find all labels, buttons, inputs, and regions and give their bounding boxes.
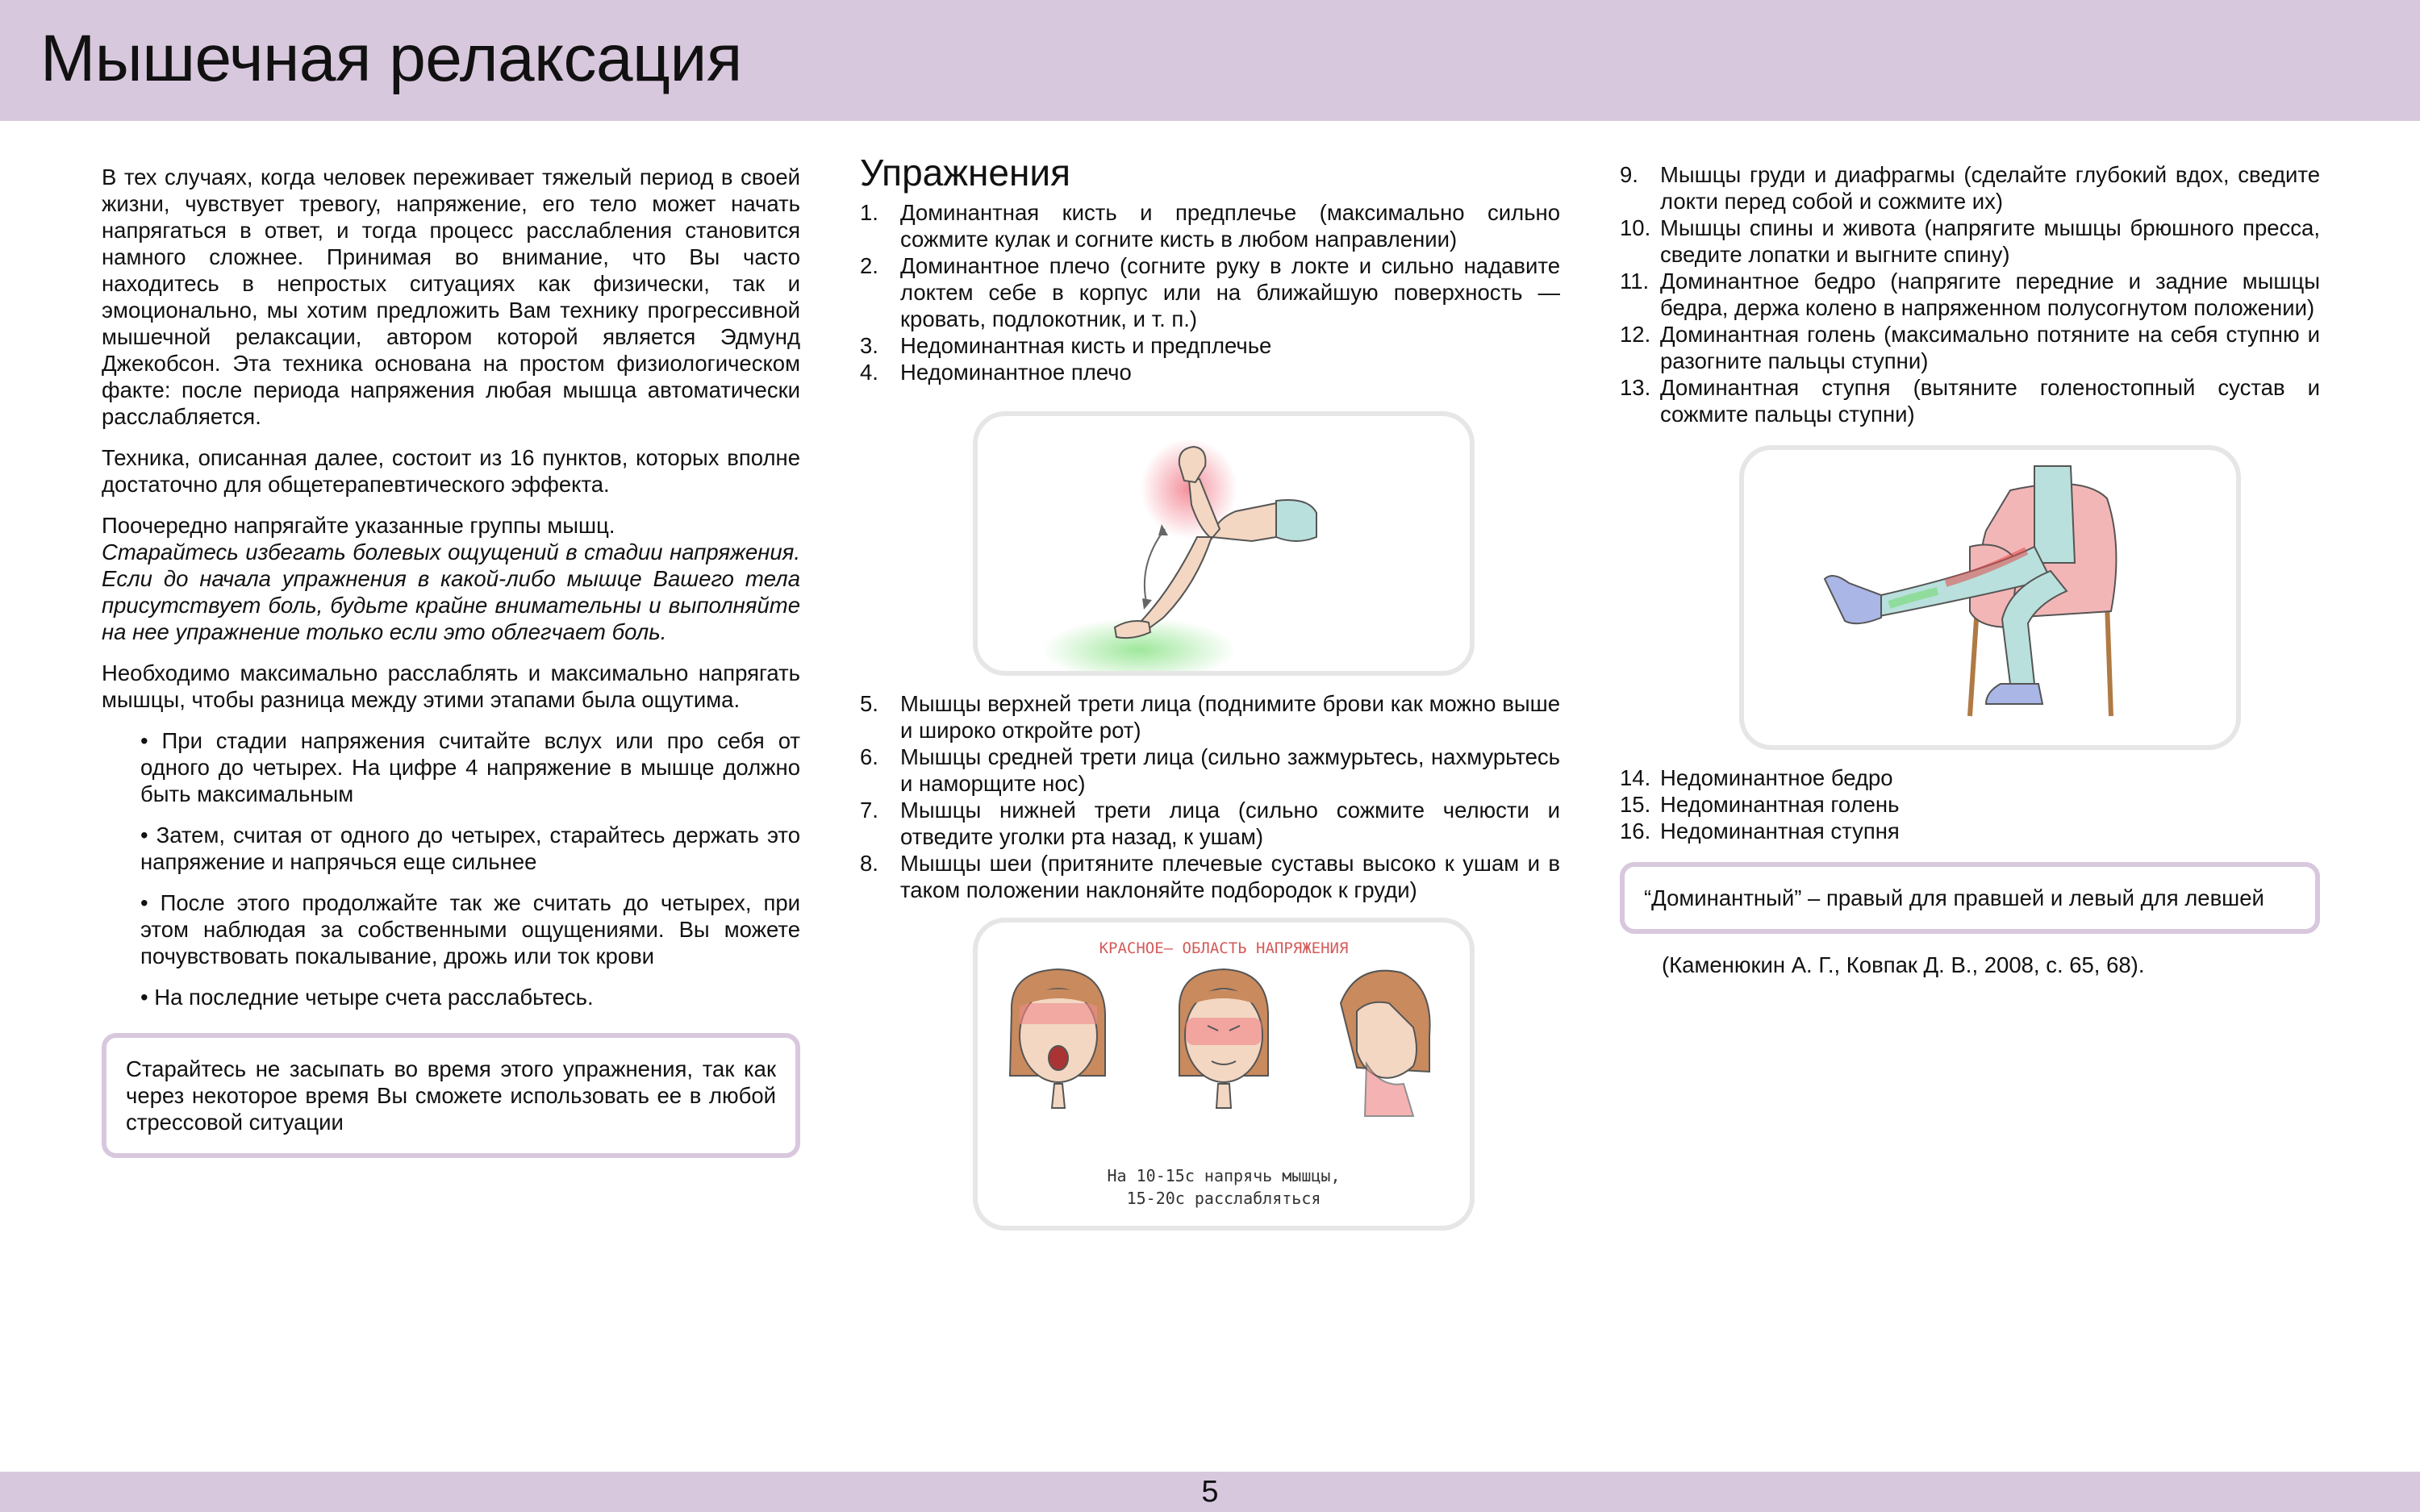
- bullet-item: • Затем, считая от одного до четырех, старайтесь держать это напряжение и напрячься еще сильнее: [140, 823, 800, 874]
- exercise-item: 4. Недоминантное плечо: [860, 360, 1132, 385]
- page-header: [0, 0, 2420, 121]
- sleep-note-box: Старайтесь не засыпать во время этого упражнения, так как через некоторое время Вы сможете использовать ее в любой стрессовой ситуации: [102, 1033, 800, 1158]
- exercise-item: 9. Мышцы груди и диафрагмы (сделайте глубокий вдох, сведите локти перед собой и сожмите их): [1620, 162, 2320, 214]
- citation: (Каменюкин А. Г., Ковпак Д. В., 2008, с. 65, 68).: [1662, 952, 2145, 977]
- page-title: Мышечная релаксация: [40, 22, 742, 95]
- exercise-item: 12. Доминантная голень (максимально потяните на себя ступню и разогните пальцы ступни): [1620, 322, 2320, 373]
- bullet-list: [140, 727, 800, 1010]
- arm-illustration: [973, 411, 1475, 676]
- face-caption-top: КРАСНОЕ— ОБЛАСТЬ НАПРЯЖЕНИЯ: [1099, 939, 1349, 957]
- warning-italic: Старайтесь избегать болевых ощущений в стадии напряжения. Если до начала упражнения в какой-либо мышце Вашего тела присутствует боль, будьте крайне внимательны и выполняйте на нее упражнение только если это облегчает боль.: [102, 539, 800, 644]
- exercise-item: 14. Недоминантное бедро: [1620, 765, 1893, 790]
- faces-drawing: [978, 923, 1470, 1164]
- intro-paragraph: В тех случаях, когда человек переживает тяжелый период в своей жизни, чувствует тревогу, напряжение, его тело может начать напрягаться в ответ, и тогда процесс расслабления становится намного сложнее. Принимая во внимание, что Вы часто находитесь в непростых ситуациях как физически, так и эмоционально, мы хотим предложить Вам технику прогрессивной мышечной релаксации, автором которой является Эдмунд Джекобсон. Эта техника основана на простом физиологическом факте: после периода напряжения любая мышца автоматически расслабляется.: [102, 165, 800, 429]
- exercise-list-14-16: [1620, 764, 2320, 844]
- exercise-list-1-4: [860, 199, 1560, 385]
- warning-paragraph: [102, 512, 800, 645]
- page-footer: [0, 1472, 2420, 1512]
- exercise-item: 15. Недоминантная голень: [1620, 792, 1900, 817]
- exercise-item: 6. Мышцы средней трети лица (сильно зажмурьтесь, нахмурьтесь и наморщите нос): [860, 744, 1560, 796]
- left-column: [102, 164, 800, 1158]
- exercises-heading: Упражнения: [860, 152, 1070, 194]
- exercise-item: 3. Недоминантная кисть и предплечье: [860, 333, 1272, 358]
- exercise-item: 13. Доминантная ступня (вытяните голеностопный сустав и сожмите пальцы ступни): [1620, 375, 2320, 427]
- page-number: 5: [1201, 1475, 1219, 1509]
- chair-drawing: [1744, 450, 2236, 745]
- exercise-list-5-8: [860, 690, 1560, 903]
- face-caption-line-2: 15-20с расслабляться: [1126, 1189, 1321, 1208]
- exercise-item: 7. Мышцы нижней трети лица (сильно сожмите челюсти и отведите уголки рта назад, к ушам): [860, 798, 1560, 849]
- face-caption-bottom: [978, 1164, 1470, 1210]
- bullet-item: • При стадии напряжения считайте вслух или про себя от одного до четырех. На цифре 4 напряжение в мышце должно быть максимальным: [140, 728, 800, 806]
- face-illustration: [973, 918, 1475, 1231]
- exercise-item: 8. Мышцы шеи (притяните плечевые суставы высоко к ушам и в таком положении наклоняйте подбородок к груди): [860, 851, 1560, 902]
- warning-lead: Поочередно напрягайте указанные группы мышц.: [102, 513, 615, 538]
- exercise-item: 16. Недоминантная ступня: [1620, 818, 1900, 843]
- chair-illustration: [1739, 445, 2241, 750]
- right-column: [1620, 161, 2320, 978]
- contrast-paragraph: Необходимо максимально расслаблять и максимально напрягать мышцы, чтобы разница между этими этапами была ощутима.: [102, 660, 800, 712]
- exercise-item: 10. Мышцы спины и живота (напрягите мышцы брюшного пресса, сведите лопатки и выгните спину): [1620, 215, 2320, 267]
- middle-column: [860, 152, 1560, 1231]
- exercise-list-9-13: [1620, 161, 2320, 427]
- exercise-item: 5. Мышцы верхней трети лица (поднимите брови как можно выше и широко откройте рот): [860, 691, 1560, 743]
- exercise-item: 1. Доминантная кисть и предплечье (максимально сильно сожмите кулак и согните кисть в любом направлении): [860, 200, 1560, 252]
- arm-drawing: [978, 416, 1470, 671]
- technique-paragraph: Техника, описанная далее, состоит из 16 пунктов, которых вполне достаточно для общетерапевтического эффекта.: [102, 445, 800, 497]
- exercise-item: 2. Доминантное плечо (согните руку в локте и сильно надавите локтем себе в корпус или на ближайшую поверхность — кровать, подлокотник, и т. п.): [860, 253, 1560, 331]
- bullet-item: • На последние четыре счета расслабьтесь.: [140, 985, 594, 1010]
- definition-box: “Доминантный” – правый для правшей и левый для левшей: [1620, 862, 2320, 934]
- bullet-item: • После этого продолжайте так же считать до четырех, при этом наблюдая за собственными ощущениями. Вы можете почувствовать покалывание, дрожь или ток крови: [140, 890, 800, 968]
- face-caption-line-1: На 10-15с напрячь мышцы,: [1107, 1166, 1341, 1185]
- exercise-item: 11. Доминантное бедро (напрягите передние и задние мышцы бедра, держа колено в напряженном полусогнутом положении): [1620, 269, 2320, 320]
